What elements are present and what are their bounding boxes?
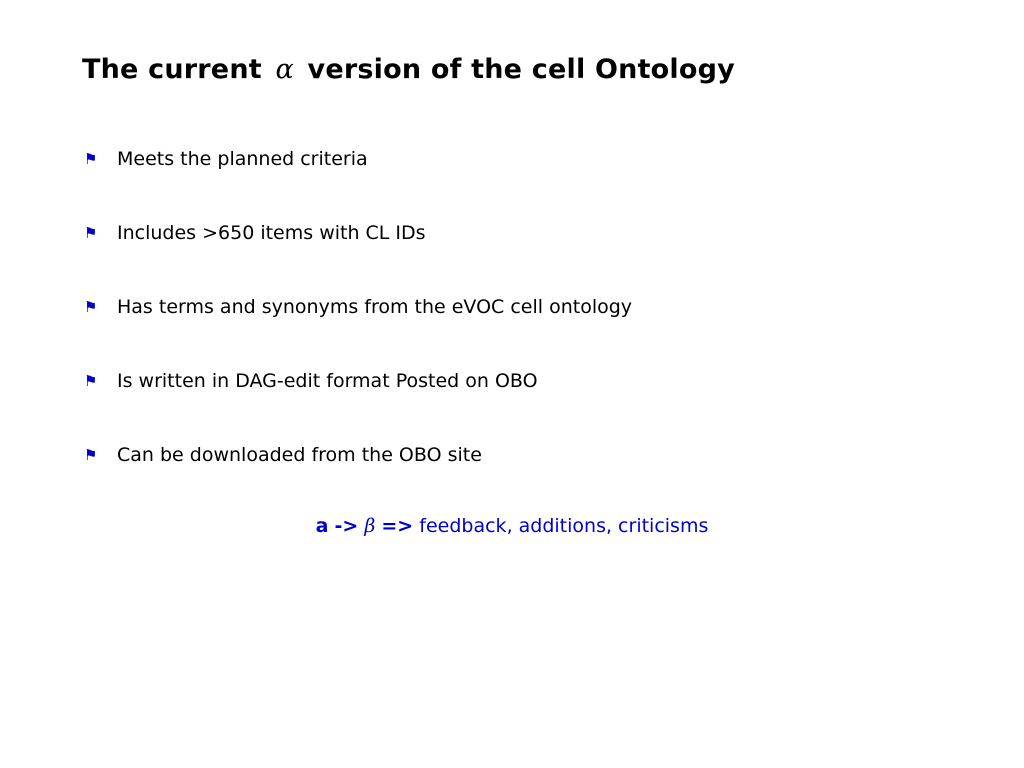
flag-bullet-icon: ⚑ (84, 224, 98, 242)
bullet-item (84, 368, 632, 394)
footer-arrow-2: => (381, 515, 414, 537)
flag-bullet-icon: ⚑ (84, 298, 98, 316)
title-text-before: The current (82, 54, 262, 85)
footer-alpha: a (315, 515, 329, 537)
bullet-item (84, 220, 632, 246)
bullet-text: Has terms and synonyms from the eVOC cell ontology (117, 296, 633, 318)
bullet-item (84, 294, 632, 320)
flag-bullet-icon: ⚑ (84, 150, 98, 168)
footer-feedback-text: feedback, additions, criticisms (419, 515, 709, 537)
slide-title (82, 54, 735, 85)
title-alpha-symbol: α (275, 54, 294, 85)
bullet-item (84, 442, 632, 468)
footer-beta-symbol: β (364, 515, 376, 537)
footer-arrow-1: -> (334, 515, 359, 537)
bullet-item (84, 146, 632, 172)
alpha-beta-feedback-line (0, 515, 1024, 537)
bullet-list (84, 146, 632, 516)
bullet-text: Can be downloaded from the OBO site (117, 444, 482, 466)
bullet-text: Is written in DAG-edit format Posted on OBO (117, 370, 538, 392)
bullet-text: Meets the planned criteria (117, 148, 368, 170)
bullet-text: Includes >650 items with CL IDs (117, 222, 426, 244)
title-text-after: version of the cell Ontology (307, 54, 735, 85)
flag-bullet-icon: ⚑ (84, 372, 98, 390)
flag-bullet-icon: ⚑ (84, 446, 98, 464)
